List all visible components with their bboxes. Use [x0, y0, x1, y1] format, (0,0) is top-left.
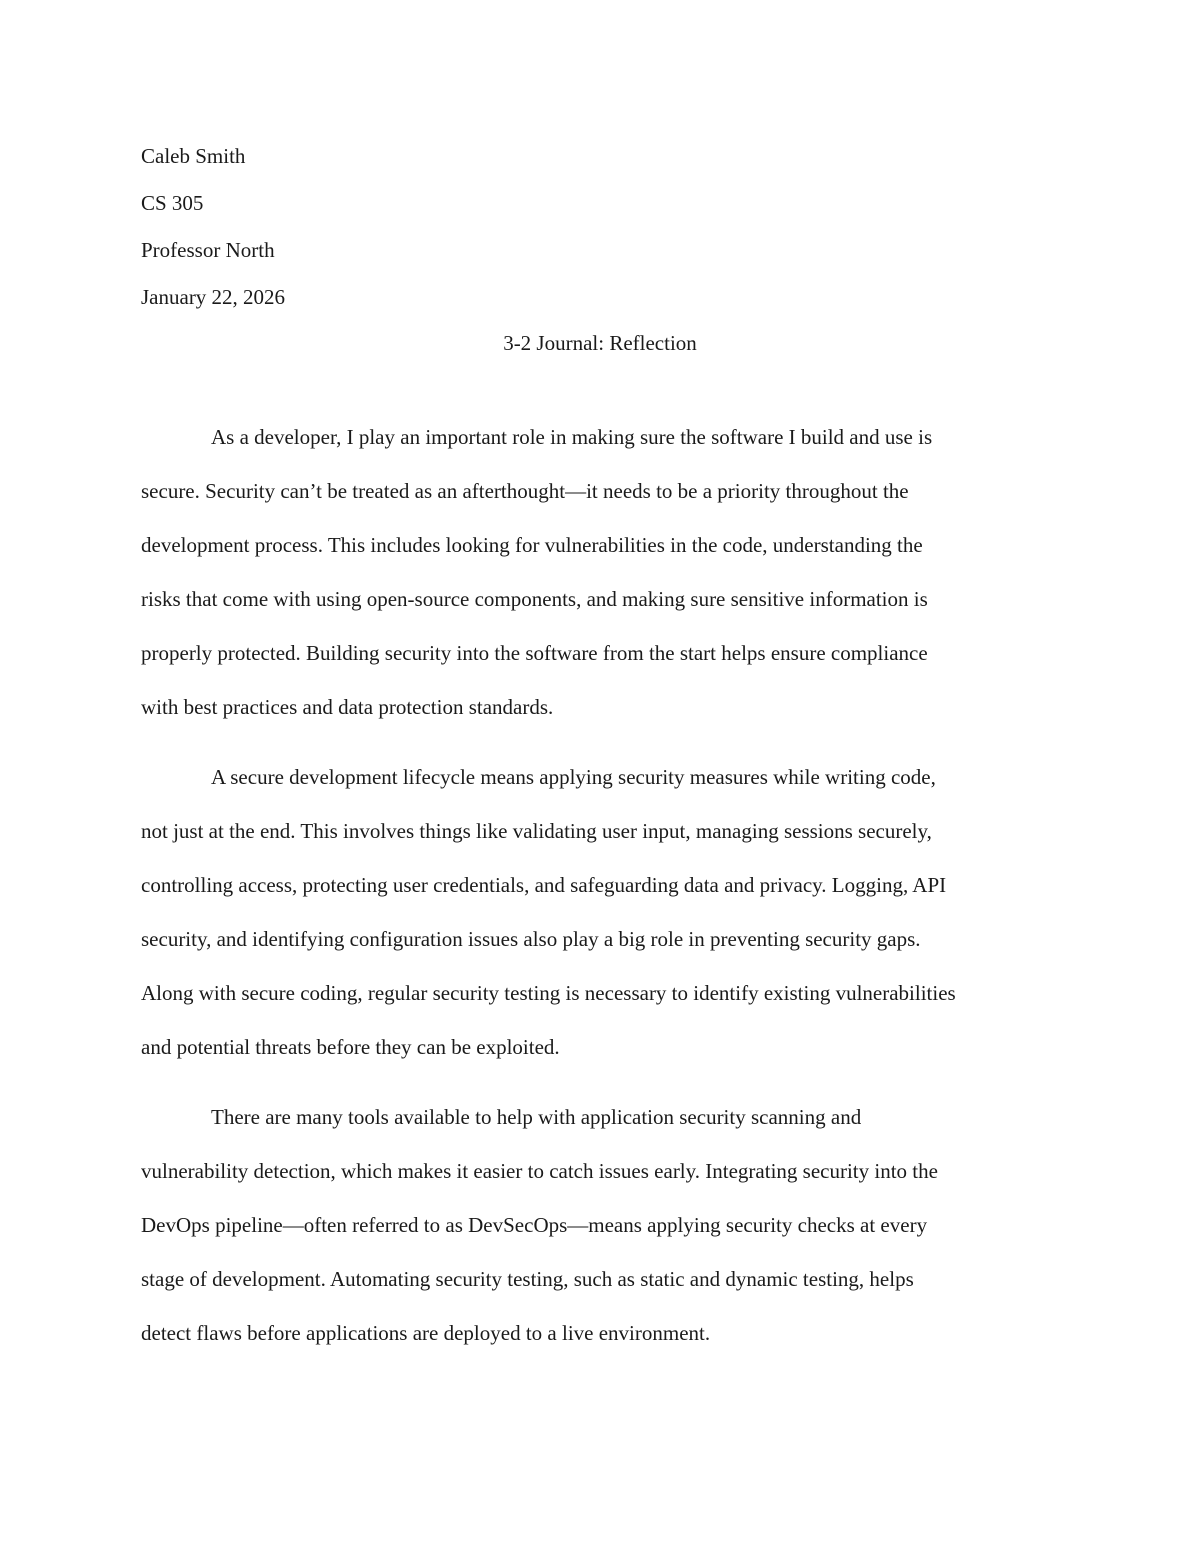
- paragraph-line: development process. This includes looking for vulnerabilities in the code, understanding the: [141, 533, 923, 557]
- paragraph-line: with best practices and data protection standards.: [141, 695, 554, 719]
- paragraph-line: DevOps pipeline—often referred to as DevSecOps—means applying security checks at every: [141, 1213, 928, 1237]
- paragraph-line: controlling access, protecting user credentials, and safeguarding data and privacy. Logging, API: [141, 873, 947, 897]
- paragraph-line: risks that come with using open-source components, and making sure sensitive information is: [141, 587, 928, 611]
- author-name: Caleb Smith: [141, 144, 246, 168]
- course-code: CS 305: [141, 191, 204, 215]
- paragraph-line: properly protected. Building security into the software from the start helps ensure compliance: [141, 641, 928, 665]
- paragraph-line: and potential threats before they can be exploited.: [141, 1035, 560, 1059]
- paragraph-line: There are many tools available to help with application security scanning and: [211, 1105, 862, 1129]
- paragraph-line: vulnerability detection, which makes it easier to catch issues early. Integrating security into the: [141, 1159, 938, 1183]
- document-title: 3-2 Journal: Reflection: [503, 331, 697, 355]
- paragraph-line: not just at the end. This involves things like validating user input, managing sessions securely,: [141, 819, 932, 843]
- paragraph-line: As a developer, I play an important role in making sure the software I build and use is: [211, 425, 933, 449]
- paragraph-line: A secure development lifecycle means applying security measures while writing code,: [211, 765, 936, 789]
- paragraph-line: detect flaws before applications are deployed to a live environment.: [141, 1321, 711, 1345]
- paragraph-line: stage of development. Automating security testing, such as static and dynamic testing, helps: [141, 1267, 914, 1291]
- paragraph-line: secure. Security can’t be treated as an afterthought—it needs to be a priority throughout the: [141, 479, 909, 503]
- paragraph-line: Along with secure coding, regular security testing is necessary to identify existing vulnerabilities: [141, 981, 956, 1005]
- paragraph-line: security, and identifying configuration issues also play a big role in preventing security gaps.: [141, 927, 921, 951]
- submission-date: January 22, 2026: [141, 285, 286, 309]
- professor-name: Professor North: [141, 238, 275, 262]
